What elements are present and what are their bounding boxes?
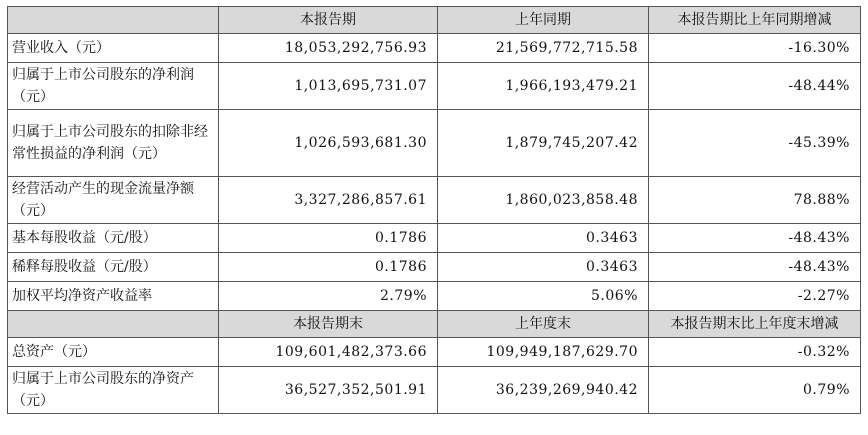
previous-value: 0.3463 — [438, 253, 649, 282]
previous-value: 0.3463 — [438, 224, 649, 253]
change-value: -48.43% — [649, 224, 861, 253]
table-row — [8, 338, 861, 367]
previous-value: 109,949,187,629.70 — [438, 338, 649, 367]
row-label: 营业收入（元） — [8, 34, 219, 63]
header-blank — [8, 311, 219, 338]
header-prior-year-end: 上年度末 — [438, 311, 649, 338]
table-row — [8, 63, 861, 110]
current-value: 3,327,286,857.61 — [219, 177, 438, 224]
header-change: 本报告期比上年同期增减 — [649, 7, 861, 34]
change-value: -16.30% — [649, 34, 861, 63]
table-row — [8, 34, 861, 63]
current-value: 1,026,593,681.30 — [219, 110, 438, 177]
change-value: -0.32% — [649, 338, 861, 367]
header-prior-period: 上年同期 — [438, 7, 649, 34]
header-period-end: 本报告期末 — [219, 311, 438, 338]
row-label: 总资产（元） — [8, 338, 219, 367]
change-value: -2.27% — [649, 282, 861, 311]
table-row — [8, 177, 861, 224]
current-value: 0.1786 — [219, 253, 438, 282]
header-row — [8, 311, 861, 338]
previous-value: 36,239,269,940.42 — [438, 367, 649, 414]
header-blank — [8, 7, 219, 34]
change-value: -48.43% — [649, 253, 861, 282]
current-value: 36,527,352,501.91 — [219, 367, 438, 414]
row-label: 加权平均净资产收益率 — [8, 282, 219, 311]
current-value: 0.1786 — [219, 224, 438, 253]
change-value: 0.79% — [649, 367, 861, 414]
current-value: 18,053,292,756.93 — [219, 34, 438, 63]
previous-value: 5.06% — [438, 282, 649, 311]
current-value: 2.79% — [219, 282, 438, 311]
table-row — [8, 282, 861, 311]
previous-value: 1,879,745,207.42 — [438, 110, 649, 177]
previous-value: 1,860,023,858.48 — [438, 177, 649, 224]
previous-value: 21,569,772,715.58 — [438, 34, 649, 63]
row-label: 归属于上市公司股东的净资产（元） — [8, 367, 219, 414]
table-row — [8, 253, 861, 282]
table-row — [8, 224, 861, 253]
change-value: -45.39% — [649, 110, 861, 177]
financial-summary-table — [7, 6, 861, 414]
row-label: 基本每股收益（元/股） — [8, 224, 219, 253]
header-change: 本报告期末比上年度末增减 — [649, 311, 861, 338]
row-label: 归属于上市公司股东的净利润（元） — [8, 63, 219, 110]
header-row — [8, 7, 861, 34]
table-row — [8, 110, 861, 177]
row-label: 经营活动产生的现金流量净额（元） — [8, 177, 219, 224]
row-label: 归属于上市公司股东的扣除非经常性损益的净利润（元） — [8, 110, 219, 177]
table-row — [8, 367, 861, 414]
current-value: 109,601,482,373.66 — [219, 338, 438, 367]
header-current-period: 本报告期 — [219, 7, 438, 34]
row-label: 稀释每股收益（元/股） — [8, 253, 219, 282]
previous-value: 1,966,193,479.21 — [438, 63, 649, 110]
change-value: -48.44% — [649, 63, 861, 110]
current-value: 1,013,695,731.07 — [219, 63, 438, 110]
change-value: 78.88% — [649, 177, 861, 224]
